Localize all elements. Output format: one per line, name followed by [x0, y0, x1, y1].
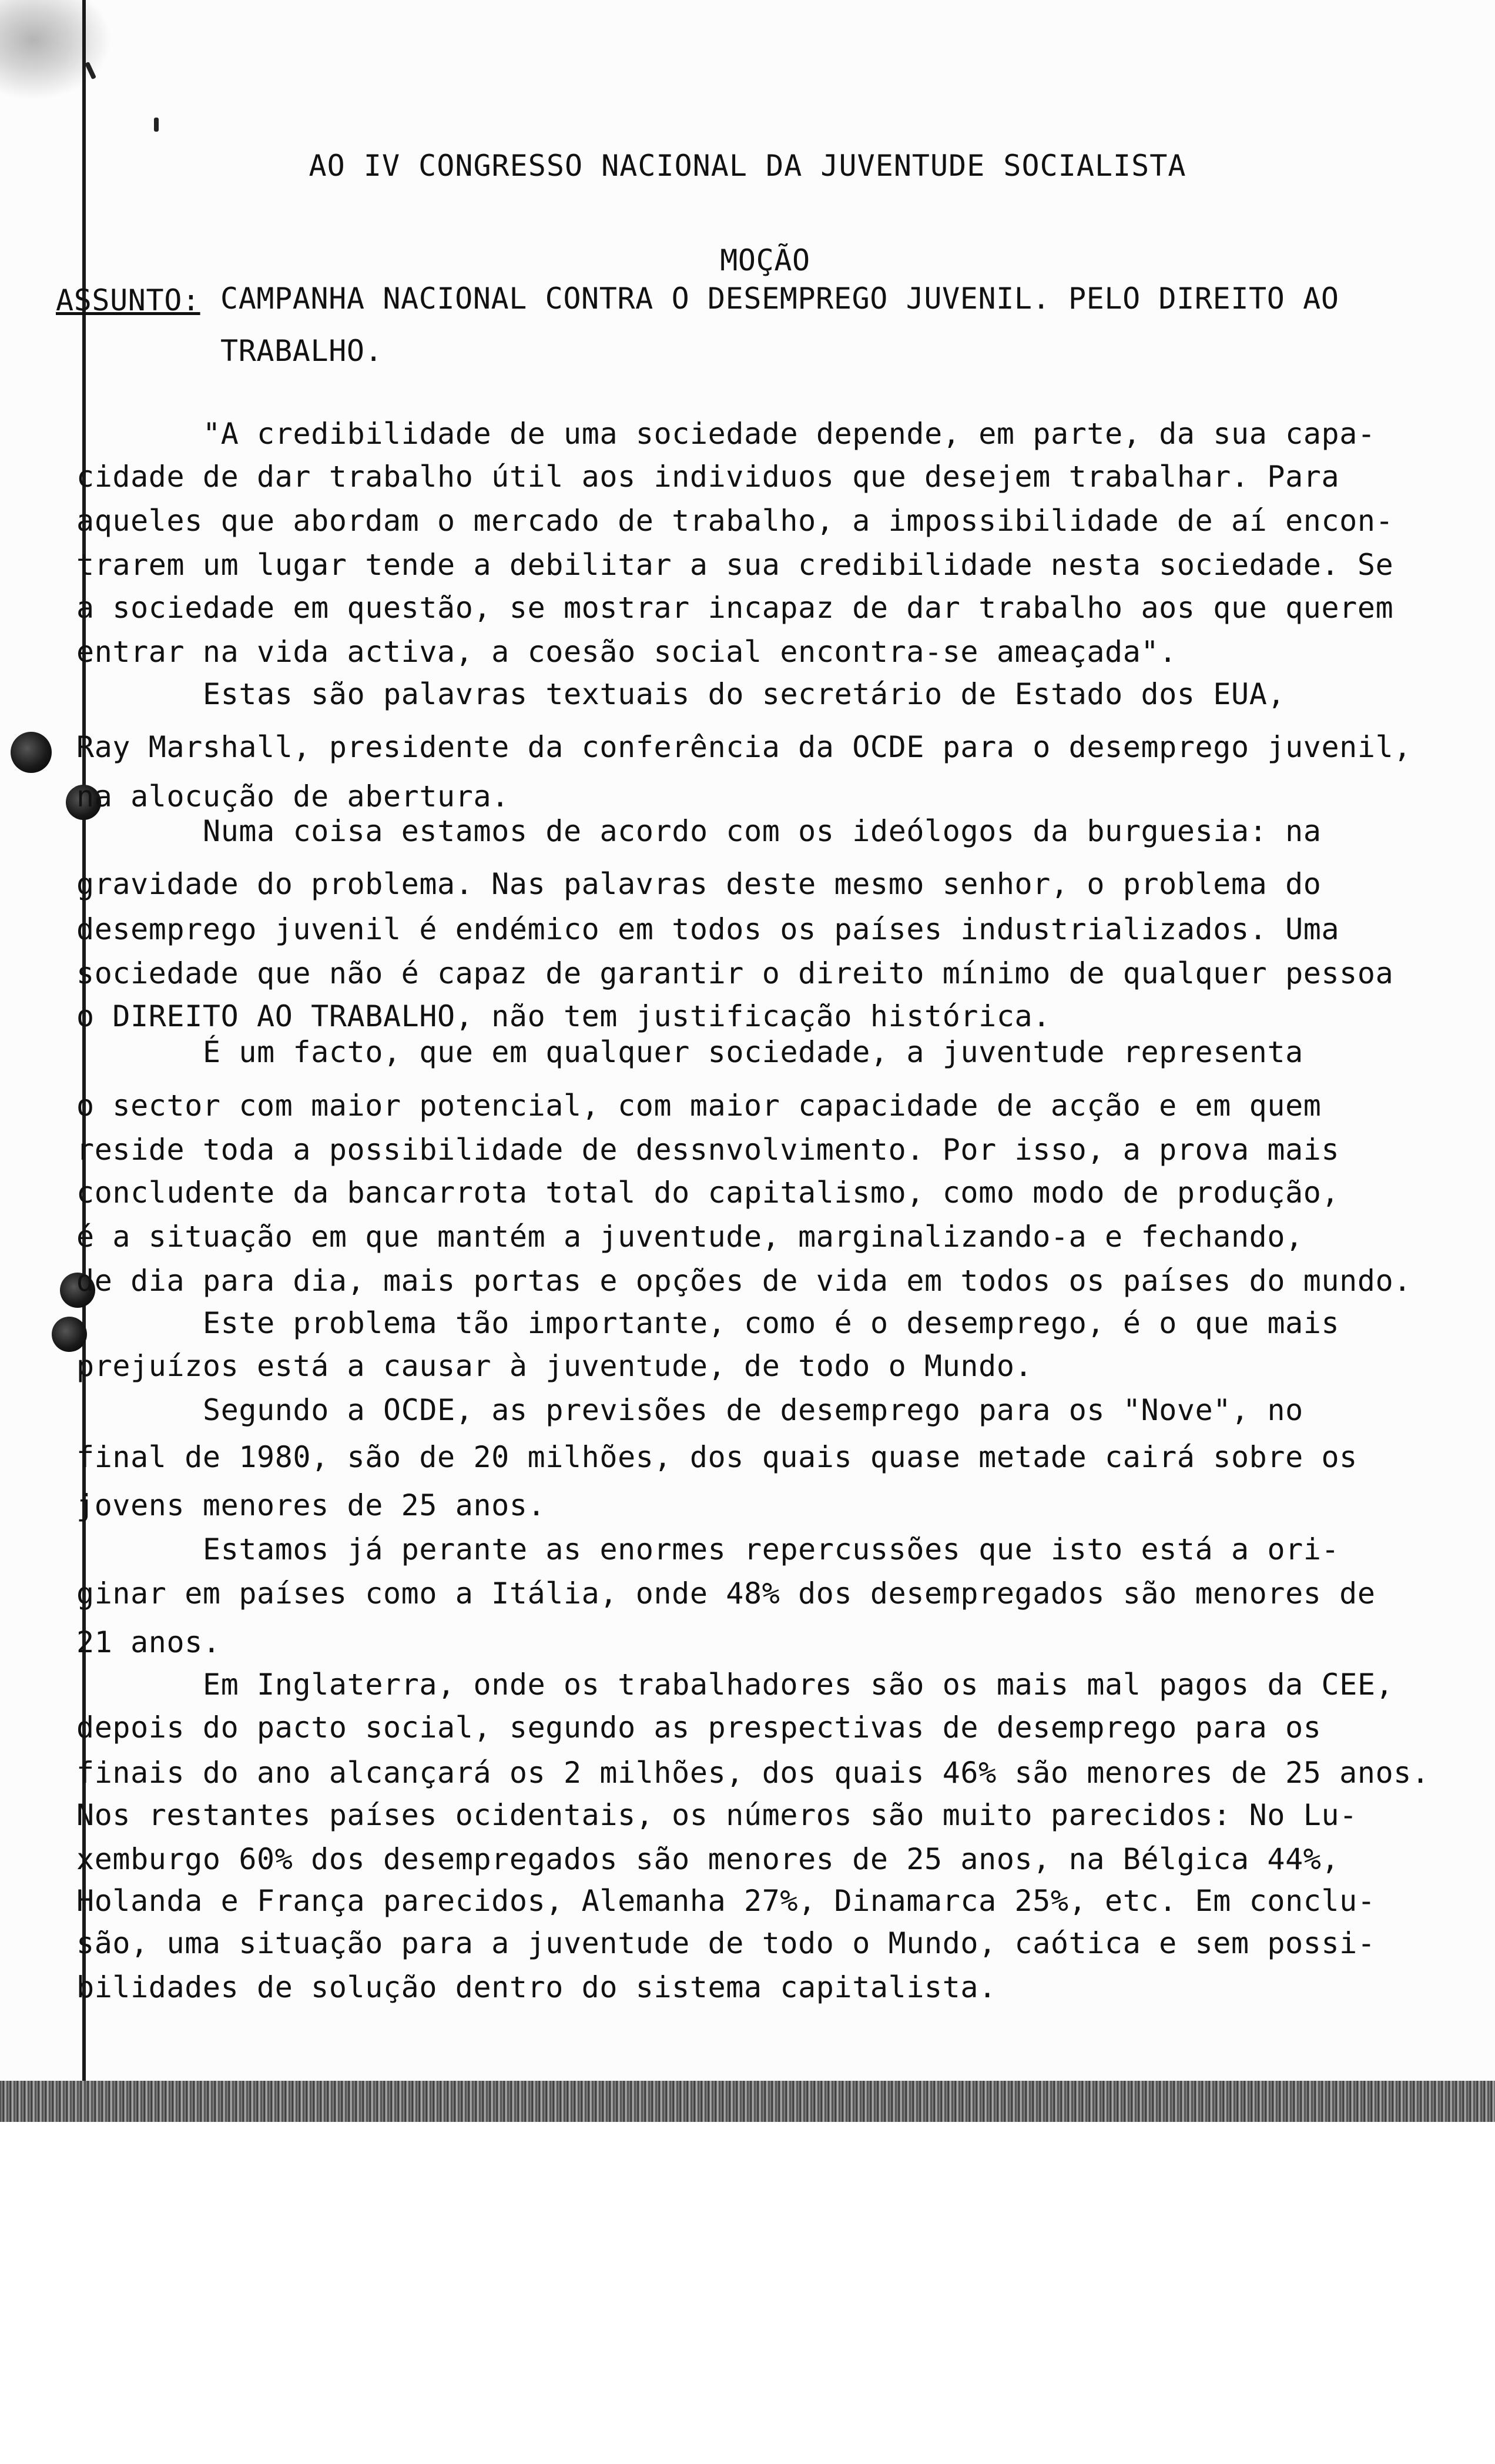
body-line: Nos restantes países ocidentais, os números são muito parecidos: No Lu-	[76, 1798, 1357, 1832]
body-line: o sector com maior potencial, com maior capacidade de acção e em quem	[76, 1089, 1322, 1123]
document-heading: AO IV CONGRESSO NACIONAL DA JUVENTUDE SOCIALISTA	[309, 149, 1186, 183]
body-line: desemprego juvenil é endémico em todos os países industrializados. Uma	[76, 912, 1340, 946]
body-line: concludente da bancarrota total do capitalismo, como modo de produção,	[76, 1176, 1340, 1210]
body-line: xemburgo 60% dos desempregados são menores de 25 anos, na Bélgica 44%,	[76, 1842, 1340, 1876]
body-line: "A credibilidade de uma sociedade depende, em parte, da sua capa-	[203, 417, 1376, 451]
body-line: final de 1980, são de 20 milhões, dos quais quase metade cairá sobre os	[76, 1440, 1357, 1474]
punch-hole	[52, 1317, 87, 1352]
body-line: É um facto, que em qualquer sociedade, a juventude representa	[203, 1035, 1303, 1069]
body-line: Em Inglaterra, onde os trabalhadores são os mais mal pagos da CEE,	[203, 1668, 1394, 1702]
body-line: prejuízos está a causar à juventude, de todo o Mundo.	[76, 1349, 1033, 1383]
body-line: Holanda e França parecidos, Alemanha 27%, Dinamarca 25%, etc. Em conclu-	[76, 1884, 1376, 1918]
document-type-label: MOÇÃO	[720, 243, 810, 277]
body-line: bilidades de solução dentro do sistema capitalista.	[76, 1970, 997, 2004]
stray-mark	[154, 118, 159, 132]
body-line: na alocução de abertura.	[76, 779, 509, 813]
body-line: gravidade do problema. Nas palavras deste mesmo senhor, o problema do	[76, 867, 1322, 901]
body-line: Este problema tão importante, como é o desemprego, é o que mais	[203, 1306, 1340, 1340]
body-line: aqueles que abordam o mercado de trabalho, a impossibilidade de aí encon-	[76, 504, 1394, 538]
body-line: de dia para dia, mais portas e opções de vida em todos os países do mundo.	[76, 1264, 1412, 1298]
body-line: trarem um lugar tende a debilitar a sua credibilidade nesta sociedade. Se	[76, 548, 1394, 582]
body-line: sociedade que não é capaz de garantir o direito mínimo de qualquer pessoa	[76, 956, 1394, 990]
body-line: depois do pacto social, segundo as prespectivas de desemprego para os	[76, 1710, 1322, 1745]
subject-line: CAMPANHA NACIONAL CONTRA O DESEMPREGO JUVENIL. PELO DIREITO AO	[220, 282, 1339, 316]
scan-edge	[0, 2081, 1495, 2122]
body-line: são, uma situação para a juventude de todo o Mundo, caótica e sem possi-	[76, 1926, 1376, 1960]
body-line: a sociedade em questão, se mostrar incapaz de dar trabalho aos que querem	[76, 591, 1394, 625]
body-line: jovens menores de 25 anos.	[76, 1488, 546, 1522]
body-line: Ray Marshall, presidente da conferência da OCDE para o desemprego juvenil,	[76, 730, 1412, 764]
body-line: cidade de dar trabalho útil aos individuos que desejem trabalhar. Para	[76, 460, 1340, 494]
body-line: finais do ano alcançará os 2 milhões, dos quais 46% são menores de 25 anos.	[76, 1756, 1430, 1790]
body-line: Estas são palavras textuais do secretário de Estado dos EUA,	[203, 677, 1286, 711]
body-line: o DIREITO AO TRABALHO, não tem justificação histórica.	[76, 999, 1051, 1033]
body-line: Estamos já perante as enormes repercussões que isto está a ori-	[203, 1532, 1340, 1566]
body-line: reside toda a possibilidade de dessnvolvimento. Por isso, a prova mais	[76, 1133, 1340, 1167]
scan-noise	[0, 0, 112, 100]
punch-hole	[11, 732, 52, 773]
body-line: é a situação em que mantém a juventude, marginalizando-a e fechando,	[76, 1220, 1303, 1254]
subject-label: ASSUNTO:	[56, 283, 200, 317]
subject-line: TRABALHO.	[220, 334, 383, 368]
body-line: 21 anos.	[76, 1625, 221, 1659]
body-line: Segundo a OCDE, as previsões de desemprego para os "Nove", no	[203, 1393, 1303, 1427]
body-line: entrar na vida activa, a coesão social encontra-se ameaçada".	[76, 635, 1177, 669]
body-line: Numa coisa estamos de acordo com os ideólogos da burguesia: na	[203, 814, 1322, 848]
blank-area	[0, 2122, 1495, 2464]
body-line: ginar em países como a Itália, onde 48% dos desempregados são menores de	[76, 1576, 1376, 1611]
